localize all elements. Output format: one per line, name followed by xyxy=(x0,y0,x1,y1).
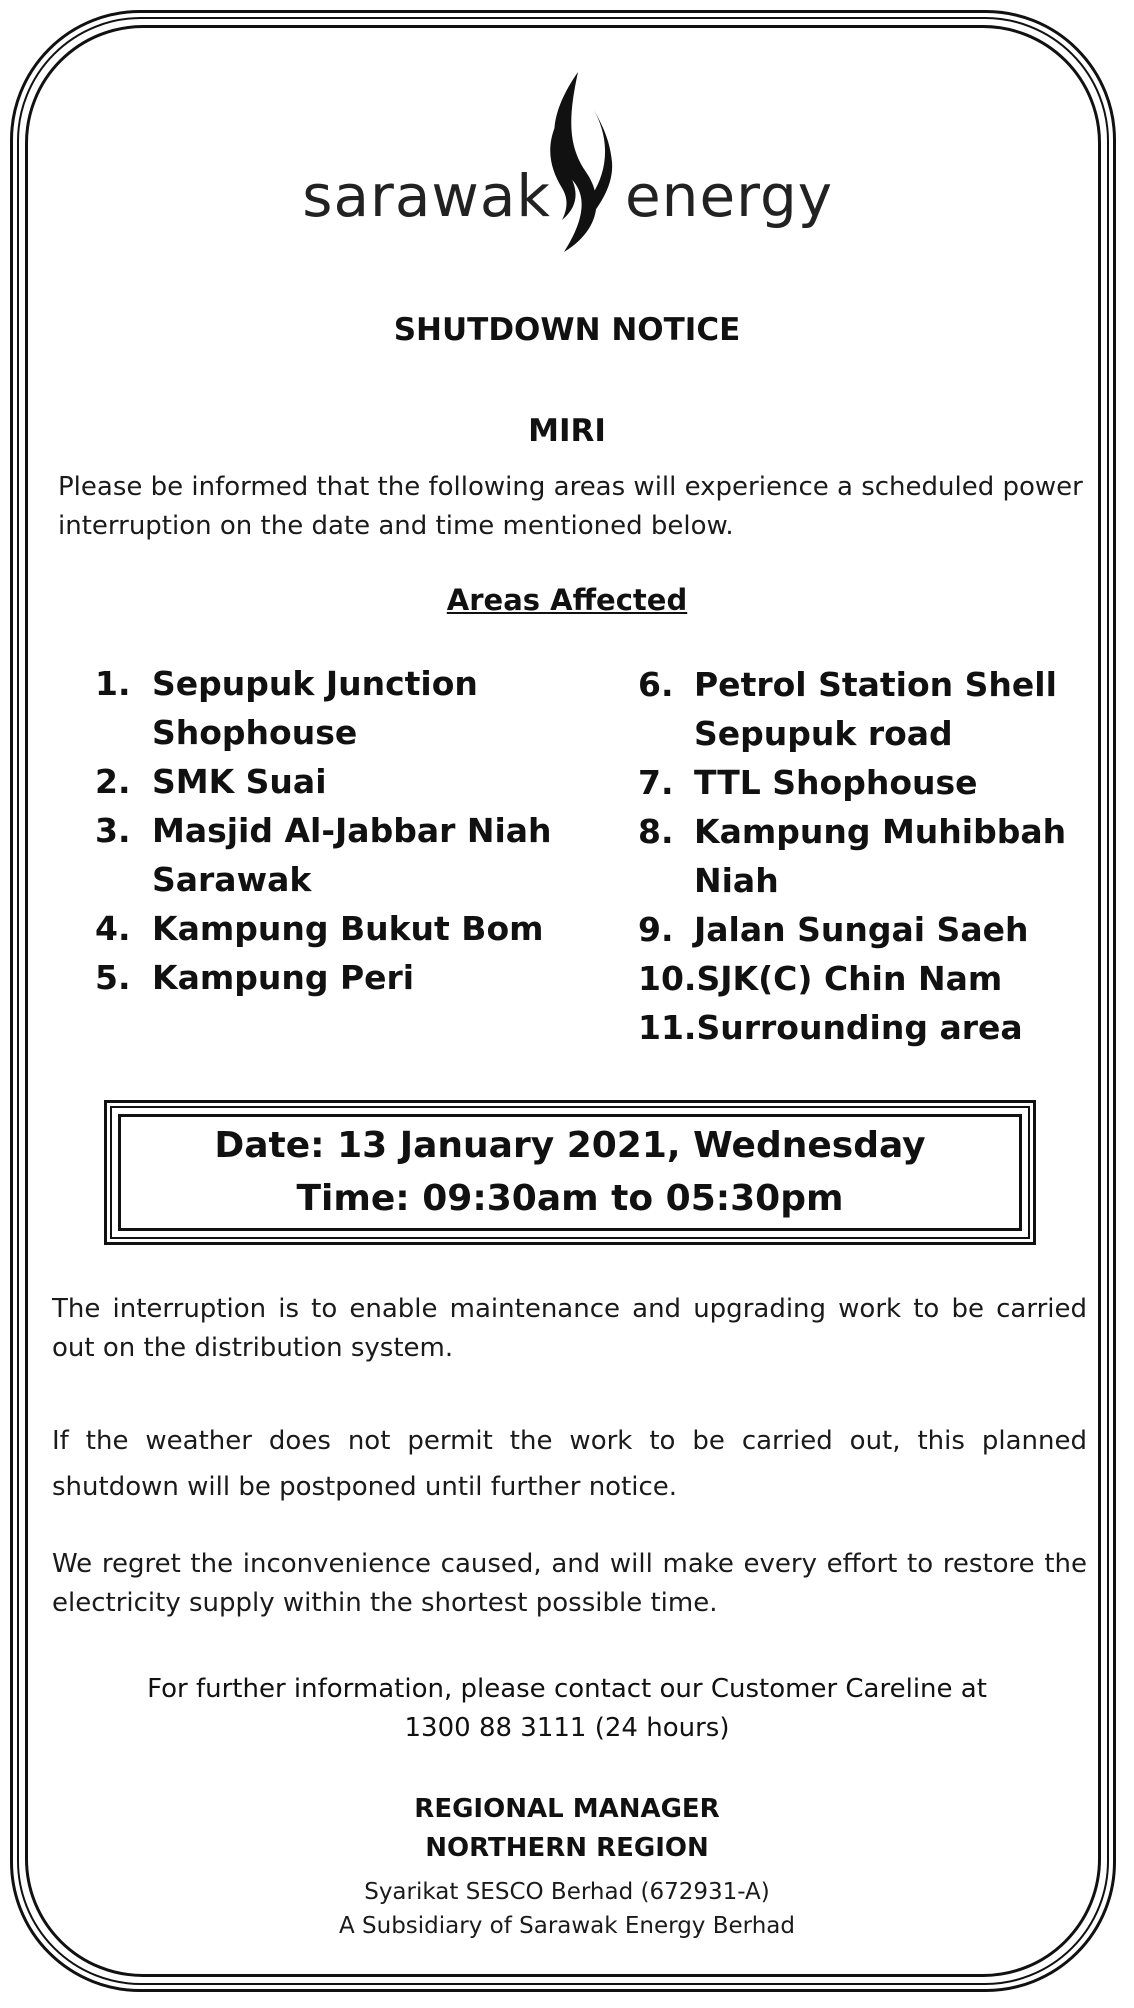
list-item-text: Jalan Sungai Saeh xyxy=(694,910,1029,949)
list-item xyxy=(638,807,1108,905)
logo-word-sarawak: sarawak xyxy=(302,162,551,230)
list-item-number: 3. xyxy=(95,811,131,850)
list-item xyxy=(638,1003,1108,1052)
areas-affected-heading: Areas Affected xyxy=(446,583,688,617)
purpose-paragraph: The interruption is to enable maintenance and upgrading work to be carried out on the distribution system. xyxy=(52,1294,1087,1363)
regret-paragraph: We regret the inconvenience caused, and will make every effort to restore the electricity supply within the shortest possible time. xyxy=(52,1549,1087,1618)
list-item-number: 11. xyxy=(638,1008,697,1047)
signatory-role: REGIONAL MANAGER xyxy=(414,1794,720,1824)
contact-block xyxy=(0,1670,1134,1748)
list-item xyxy=(95,806,615,904)
parent-company: A Subsidiary of Sarawak Energy Berhad xyxy=(338,1913,795,1939)
schedule-date: Date: 13 January 2021, Wednesday xyxy=(214,1125,926,1166)
list-item-text: Kampung Muhibbah Niah xyxy=(694,812,1067,900)
list-item-number: 5. xyxy=(95,958,131,997)
areas-list-right xyxy=(638,660,1108,1052)
areas-list-left xyxy=(95,659,615,1002)
list-item xyxy=(638,758,1108,807)
list-item xyxy=(638,954,1108,1003)
list-item-text: SMK Suai xyxy=(152,762,327,801)
contact-line: For further information, please contact our Customer Careline at xyxy=(147,1674,987,1704)
list-item xyxy=(638,660,1108,758)
list-item-text: Kampung Bukut Bom xyxy=(152,909,544,948)
notice-title: SHUTDOWN NOTICE xyxy=(393,312,741,348)
list-item-text: Kampung Peri xyxy=(152,958,415,997)
list-item xyxy=(95,953,615,1002)
list-item-number: 8. xyxy=(638,812,674,851)
list-item-text: Masjid Al-Jabbar Niah Sarawak xyxy=(152,811,552,899)
list-item xyxy=(95,757,615,806)
city-heading: MIRI xyxy=(528,413,606,449)
list-item-number: 1. xyxy=(95,664,131,703)
list-item-number: 6. xyxy=(638,665,674,704)
logo-word-energy: energy xyxy=(625,162,834,230)
intro-paragraph: Please be informed that the following areas will experience a scheduled power interruption on the date and time mentioned below. xyxy=(58,472,1083,541)
list-item-text: SJK(C) Chin Nam xyxy=(696,959,1003,998)
list-item-number: 4. xyxy=(95,909,131,948)
list-item-number: 9. xyxy=(638,910,674,949)
list-item-text: Surrounding area xyxy=(696,1008,1023,1047)
list-item-text: Sepupuk Junction Shophouse xyxy=(152,664,478,752)
sarawak-energy-logo xyxy=(0,70,1134,260)
list-item xyxy=(95,904,615,953)
list-item xyxy=(95,659,615,757)
company-name: Syarikat SESCO Berhad (672931-A) xyxy=(364,1879,770,1905)
weather-paragraph: If the weather does not permit the work to be carried out, this planned shutdown will be postponed until further notice. xyxy=(52,1426,1087,1502)
list-item-number: 2. xyxy=(95,762,131,801)
list-item-number: 10. xyxy=(638,959,697,998)
signatory-region: NORTHERN REGION xyxy=(425,1833,709,1863)
careline-number: 1300 88 3111 (24 hours) xyxy=(404,1713,730,1743)
schedule-time: Time: 09:30am to 05:30pm xyxy=(296,1178,844,1219)
flame-swirl-icon xyxy=(538,70,618,255)
list-item xyxy=(638,905,1108,954)
list-item-number: 7. xyxy=(638,763,674,802)
list-item-text: Petrol Station Shell Sepupuk road xyxy=(694,665,1057,753)
list-item-text: TTL Shophouse xyxy=(694,763,978,802)
